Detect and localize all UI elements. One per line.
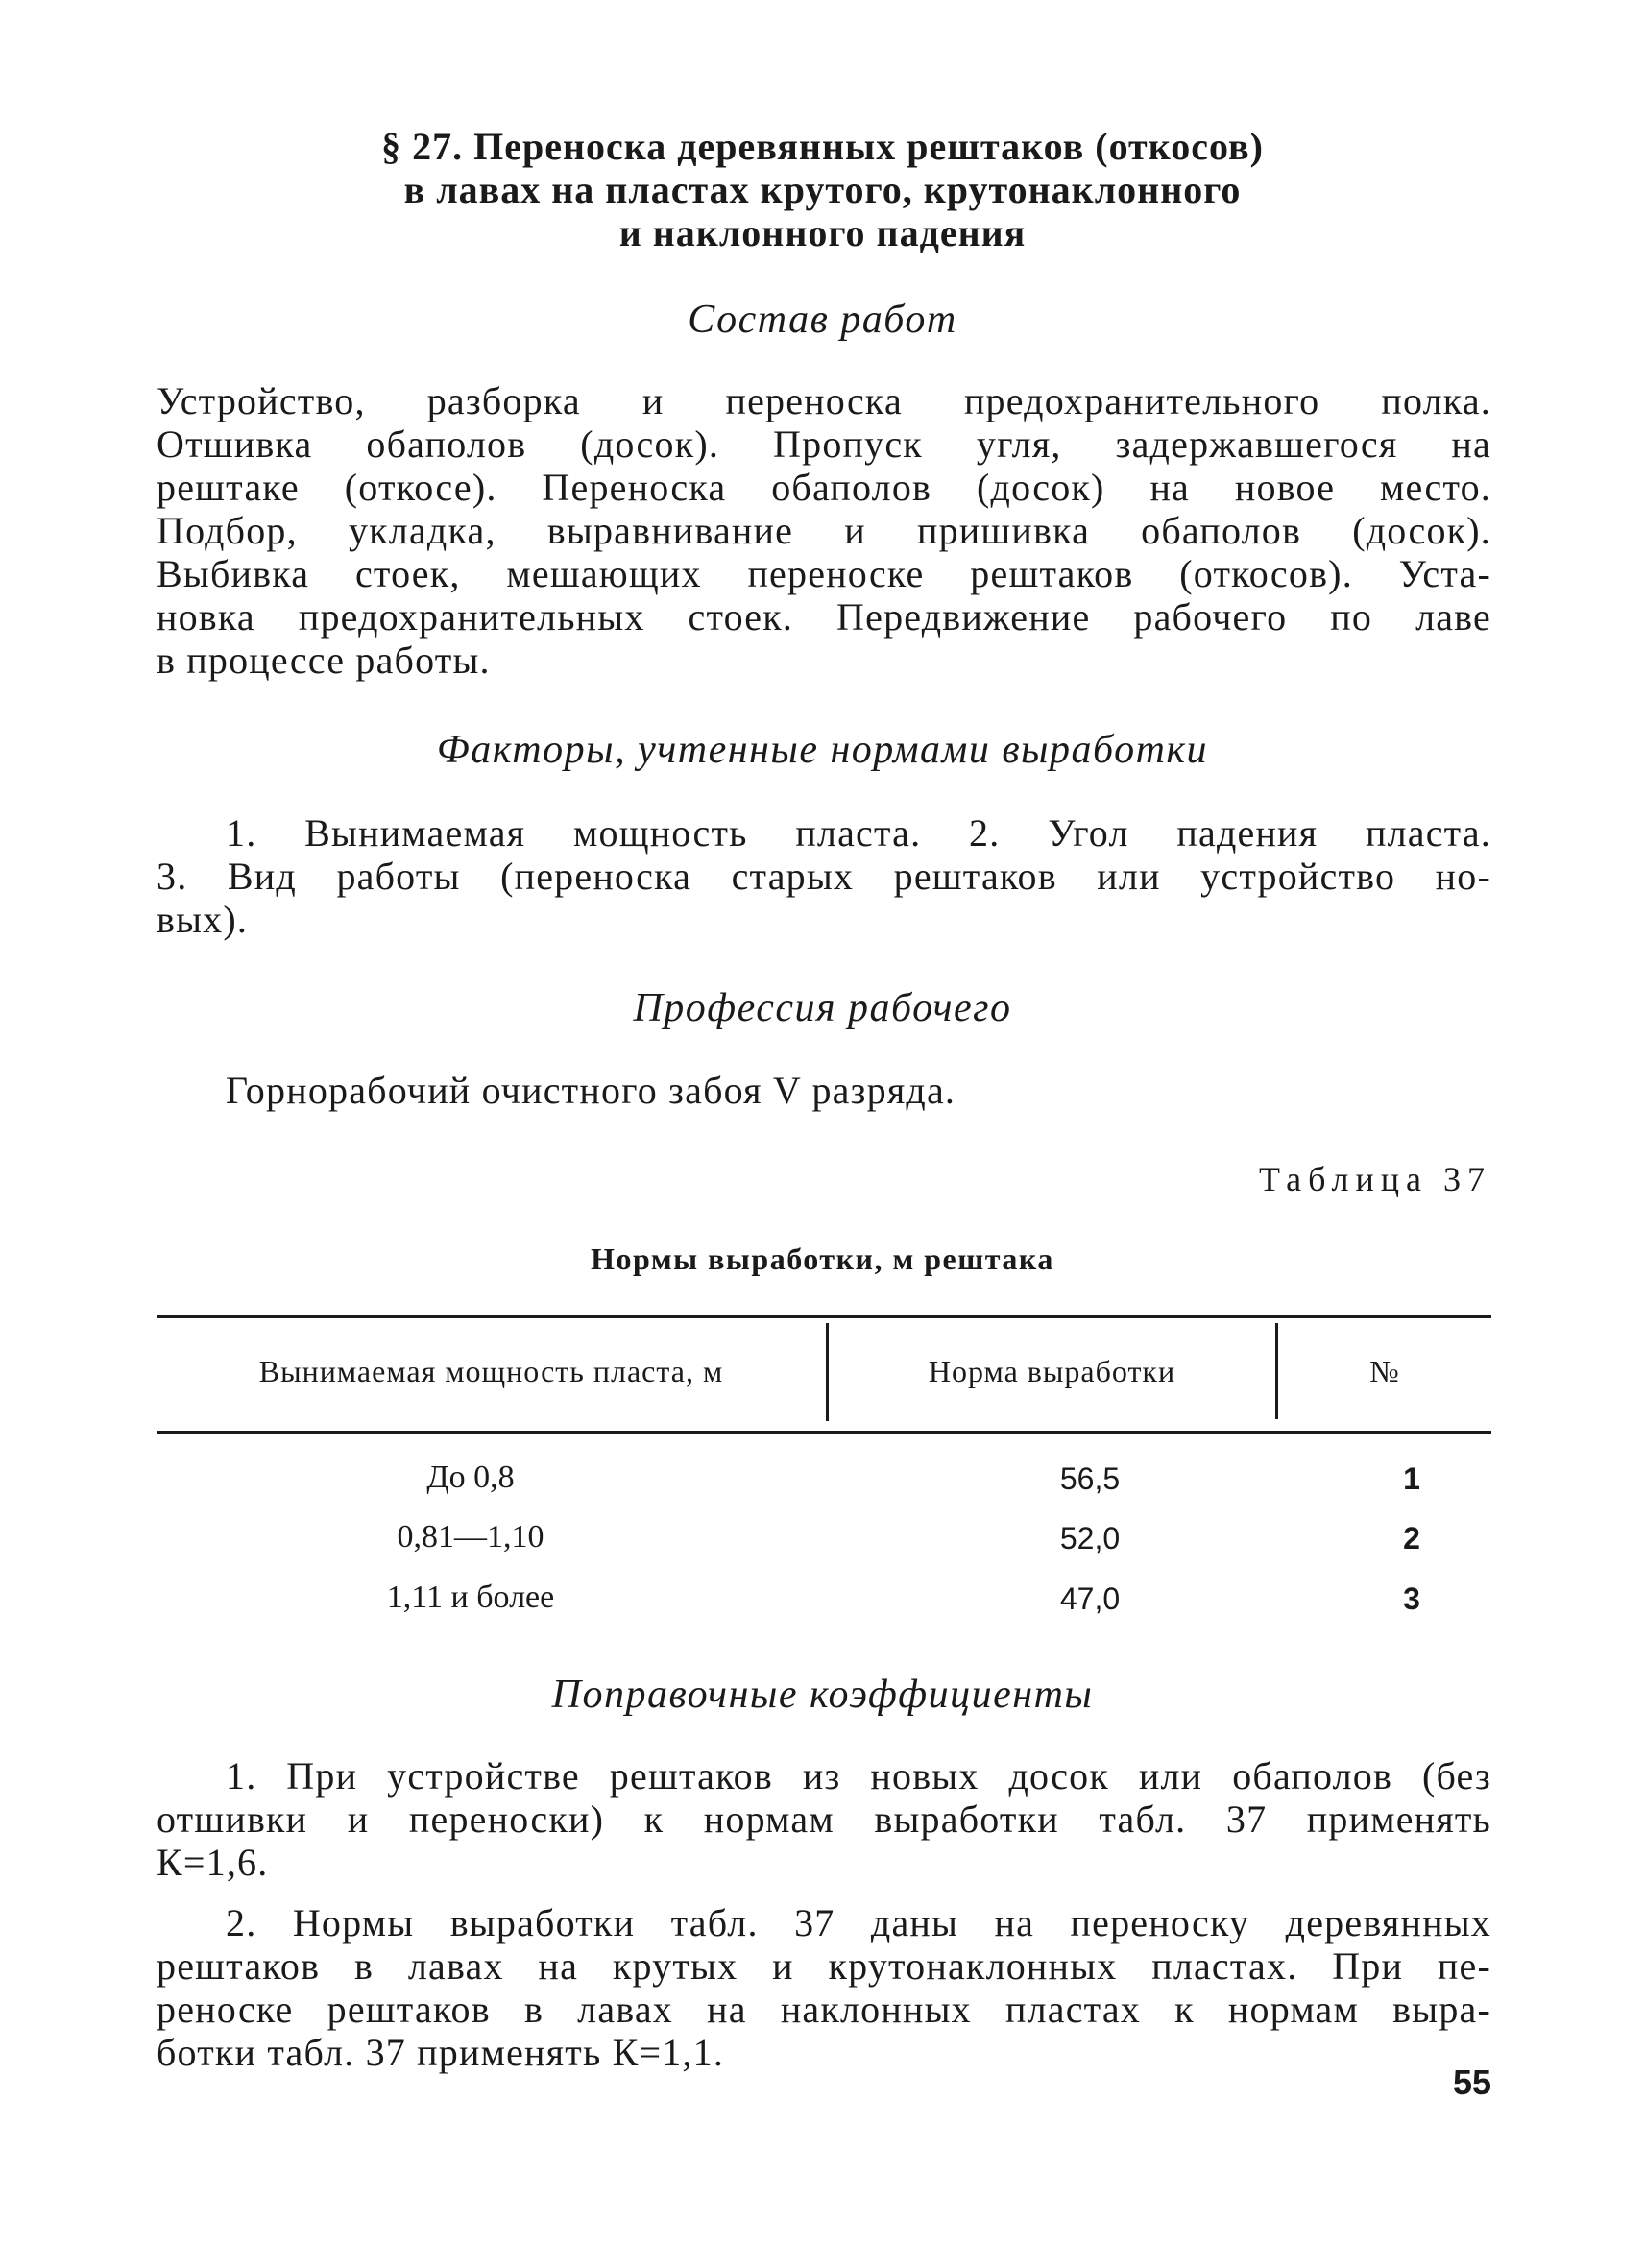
section-title — [154, 125, 1491, 254]
correction-item-2 — [157, 1901, 1491, 2074]
text-line: ботки табл. 37 применять К=1,1. — [157, 2031, 725, 2074]
text-line: новка предохранительных стоек. Передвижение рабочего по лаве — [157, 595, 1491, 639]
text-line: Отшивка обаполов (досок). Пропуск угля, задержавшегося на — [157, 422, 1491, 466]
text-line: 2. Нормы выработки табл. 37 даны на переноску деревянных — [226, 1901, 1491, 1944]
table-title: Нормы выработки, м рештака — [591, 1242, 1054, 1276]
text-line: 1. Вынимаемая мощность пласта. 2. Угол падения пласта. — [226, 811, 1491, 855]
table-label: Таблица 37 — [1259, 1160, 1491, 1198]
text-line: в процессе работы. — [157, 639, 491, 682]
text-line: вых). — [157, 898, 249, 941]
factors-text — [157, 811, 1491, 941]
table-cell: 0,81—1,10 — [397, 1519, 544, 1555]
table-cell: 52,0 — [1059, 1521, 1121, 1556]
table-cell: 47,0 — [1059, 1581, 1121, 1616]
text-line: 3. Вид работы (переноска старых рештаков или устройство но- — [157, 855, 1491, 898]
title-line: в лавах на пластах крутого, крутонаклонного — [403, 168, 1242, 211]
table-cell: 1 — [1403, 1461, 1420, 1496]
table-cell: До 0,8 — [426, 1460, 515, 1495]
table-cell: 1,11 и более — [386, 1580, 555, 1615]
table-header-cell: Норма выработки — [928, 1354, 1176, 1388]
text-line: отшивки и переноски) к нормам выработки табл. 37 применять — [157, 1798, 1491, 1841]
text-line: Устройство, разборка и переноска предохранительного полка. — [157, 379, 1491, 422]
corrections-heading: Поправочные коэффициенты — [551, 1673, 1094, 1717]
text-line: реноске рештаков в лавах на наклонных пластах к нормам выра- — [157, 1988, 1491, 2031]
text-line: К=1,6. — [157, 1841, 269, 1884]
title-line: § 27. Переноска деревянных рештаков (откосов) — [381, 125, 1264, 168]
table-top-rule — [157, 1315, 1491, 1318]
table-cell: 2 — [1403, 1521, 1420, 1556]
title-line: и наклонного падения — [618, 211, 1027, 254]
table-header-cell: Вынимаемая мощность пласта, м — [258, 1354, 724, 1388]
table-cell: 3 — [1403, 1581, 1420, 1616]
table-cell: 56,5 — [1059, 1461, 1121, 1496]
table-header-cell: № — [1369, 1354, 1400, 1388]
text-line: рештаков в лавах на крутых и крутонаклонных пластах. При пе- — [157, 1944, 1491, 1988]
text-line: Подбор, укладка, выравнивание и пришивка обаполов (досок). — [157, 509, 1491, 552]
profession-text: Горнорабочий очистного забоя V разряда. — [226, 1069, 956, 1112]
profession-heading: Профессия рабочего — [633, 986, 1012, 1030]
composition-text — [157, 379, 1491, 682]
text-line: рештаке (откосе). Переноска обаполов (досок) на новое место. — [157, 466, 1491, 509]
composition-heading: Состав работ — [688, 298, 957, 342]
page-number: 55 — [1452, 2063, 1491, 2102]
factors-heading: Факторы, учтенные нормами выработки — [436, 728, 1209, 772]
text-line: Выбивка стоек, мешающих переноске рештаков (откосов). Уста- — [157, 552, 1491, 595]
text-line: 1. При устройстве рештаков из новых досок или обаполов (без — [226, 1754, 1491, 1798]
table-header-rule — [157, 1431, 1491, 1434]
correction-item-1 — [157, 1754, 1491, 1884]
